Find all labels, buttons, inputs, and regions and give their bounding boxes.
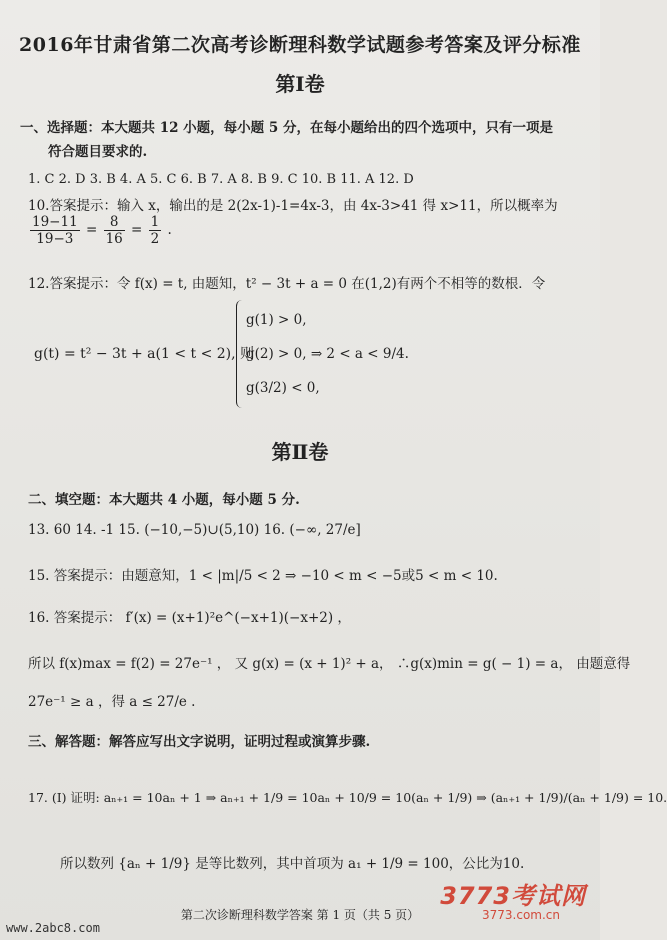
part-one-heading: 第Ⅰ卷 [275,72,325,96]
part-two-heading: 第Ⅱ卷 [271,440,329,464]
q16-hint: 16. 答案提示： f′(x) = (x+1)²e^(−x+1)(−x+2) ， [28,610,351,626]
q16-hint-line2: 所以 f(x)max = f(2) = 27e⁻¹ ， 又 g(x) = (x + 1)² + a， ∴g(x)min = g( − 1) = a， 由题意得 [28,656,631,672]
q10-fraction-2: $\frac{8}{16}$ [105,214,123,247]
q17-proof-line1: 17. (Ⅰ) 证明: aₙ₊₁ = 10aₙ + 1 ⇒ aₙ₊₁ + 1/9 = 10aₙ + 10/9 = 10(aₙ + 1/9) ⇒ (aₙ₊₁ + 1/9)/(aₙ + 1/9) = 10. [28,790,667,805]
q12-g-definition: g(t) = t² − 3t + a(1 < t < 2), 则 [34,346,255,362]
watermark-url-right: 3773.com.cn [482,908,560,922]
q12-brace [236,300,245,408]
q10-hint-line1: 10.答案提示：输入 x，输出的是 2(2x-1)-1=4x-3，由 4x-3>41 得 x>11，所以概率为 [28,198,558,214]
q15-hint: 15. 答案提示：由题意知，1 < |m|/5 < 2 ⇒ −10 < m < −5或5 < m < 10. [28,568,498,584]
q10-fraction-3: $\frac{1}{2}$ [150,214,160,247]
section-one-heading-cont: 符合题目要求的. [48,144,148,160]
section-two-heading: 二、填空题：本大题共 4 小题，每小题 5 分. [28,492,300,508]
q12-condition-1: g(1) > 0, [246,312,307,328]
document-title: 2016年甘肃省第二次高考诊断理科数学试题参考答案及评分标准 [19,34,581,56]
choice-answers: 1. C 2. D 3. B 4. A 5. C 6. B 7. A 8. B 9. C 10. B 11. A 12. D [28,172,414,187]
q17-proof-line2: 所以数列 {aₙ + 1/9} 是等比数列，其中首项为 a₁ + 1/9 = 100，公比为10. [60,856,525,872]
watermark-url-left: www.2abc8.com [6,921,100,935]
fill-answers: 13. 60 14. -1 15. (−10,−5)∪(5,10) 16. (−∞, 27/e] [28,522,361,538]
watermark-logo: 3773考试网 [440,882,586,910]
q12-condition-3: g(3/2) < 0, [246,380,320,396]
page-footer: 第二次诊断理科数学答案 第 1 页（共 5 页） [180,908,420,922]
section-one-heading: 一、选择题：本大题共 12 小题，每小题 5 分，在每小题给出的四个选项中，只有一项是 [20,120,553,136]
q10-fraction-1: $\frac{19-11}{19-3}$ [32,214,78,247]
q12-hint-line1: 12.答案提示：令 f(x) = t, 由题知，t² − 3t + a = 0 在(1,2)有两个不相等的数根．令 [28,276,546,292]
q12-condition-2: g(2) > 0, ⇒ 2 < a < 9/4. [246,346,409,362]
section-three-heading: 三、解答题：解答应写出文字说明，证明过程或演算步骤. [28,734,371,750]
q10-probability: $\frac{19-11}{19-3}$ = $\frac{8}{16}$ = $\frac{1}{2}$ . [32,214,172,247]
q16-hint-line3: 27e⁻¹ ≥ a ，得 a ≤ 27/e . [28,694,196,710]
